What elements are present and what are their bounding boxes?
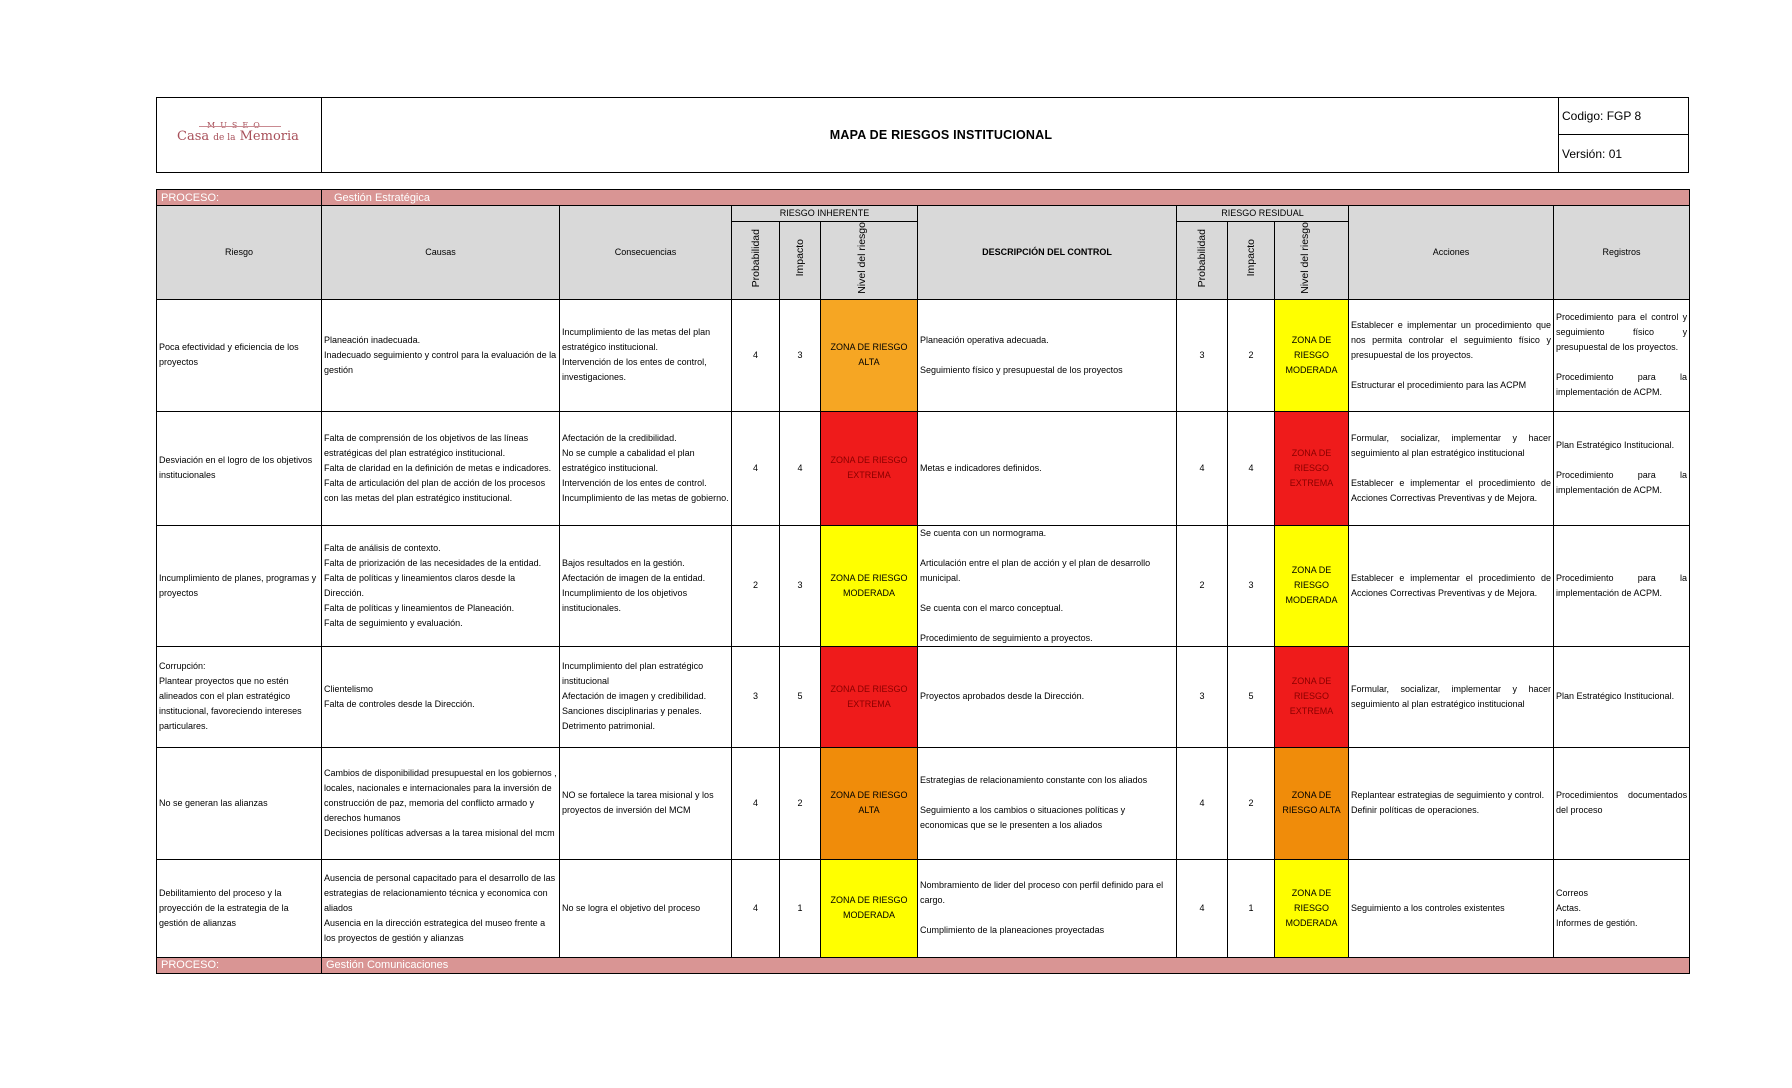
control-cell-line: Seguimiento a los cambios o situaciones políticas y economicas que se le presenten a los aliados: [920, 805, 1126, 831]
causas-cell: [322, 747, 560, 859]
consecuencias-cell-line: No se logra el objetivo del proceso: [562, 902, 701, 913]
probabilidad-residual-cell: 4: [1177, 859, 1228, 957]
consecuencias-cell: [560, 747, 732, 859]
riesgo-cell-line: Plantear proyectos que no estén alineados con el plan estratégico institucional, favoreciendo intereses particulares.: [159, 676, 302, 732]
document-version: Versión: 01: [1562, 146, 1623, 161]
col-nivel-residual: Nivel del riesgo: [1275, 222, 1349, 300]
impacto-inherente-cell: 2: [780, 747, 821, 859]
causas-cell-line: Ausencia en la dirección estrategica del museo frente a los proyectos de gestión y alianzas: [324, 917, 546, 943]
nivel-inherente-cell: ZONA DE RIESGO ALTA: [821, 747, 918, 859]
impacto-inherente-cell: 4: [780, 411, 821, 525]
process-name: Gestión Estratégica: [322, 190, 1690, 206]
probabilidad-residual-cell: 2: [1177, 525, 1228, 646]
consecuencias-cell-line: Bajos resultados en la gestión.: [562, 557, 685, 568]
registros-cell-line: Procedimiento para la implementación de ACPM.: [1556, 470, 1688, 496]
logo-word-dela: de la: [213, 133, 236, 143]
nivel-residual-cell: ZONA DE RIESGO MODERADA: [1275, 525, 1349, 646]
acciones-cell-line: Definir políticas de operaciones.: [1351, 805, 1480, 816]
probabilidad-inherente-cell: 3: [732, 646, 780, 747]
process-name-2: Gestión Comunicaciones: [322, 957, 1690, 973]
impacto-inherente-cell: 5: [780, 646, 821, 747]
acciones-cell: [1349, 525, 1554, 646]
museum-logo: [157, 98, 322, 172]
nivel-residual-cell: ZONA DE RIESGO MODERADA: [1275, 859, 1349, 957]
causas-cell-line: Clientelismo: [324, 683, 374, 694]
control-cell: [918, 646, 1177, 747]
probabilidad-inherente-cell: 2: [732, 525, 780, 646]
logo-rule: [199, 126, 281, 127]
causas-cell-line: Falta de seguimiento y evaluación.: [324, 617, 463, 628]
causas-cell: [322, 411, 560, 525]
consecuencias-cell: [560, 646, 732, 747]
control-cell: [918, 299, 1177, 411]
control-cell: [918, 411, 1177, 525]
registros-cell-line: Correos: [1556, 887, 1589, 898]
acciones-cell: [1349, 411, 1554, 525]
causas-cell-line: Falta de claridad en la definición de metas e indicadores.: [324, 462, 552, 473]
acciones-cell-line: Seguimiento a los controles existentes: [1351, 902, 1505, 913]
nivel-residual-cell: ZONA DE RIESGO EXTREMA: [1275, 411, 1349, 525]
registros-cell: [1554, 747, 1690, 859]
table-row: [157, 525, 1690, 646]
probabilidad-residual-cell: 4: [1177, 747, 1228, 859]
probabilidad-inherente-cell: 4: [732, 299, 780, 411]
causas-cell-line: Falta de priorización de las necesidades de la entidad.: [324, 557, 542, 568]
logo-casa-text: [177, 129, 299, 144]
causas-cell-line: Falta de políticas y lineamientos claros desde la Dirección.: [324, 572, 516, 598]
registros-cell: [1554, 859, 1690, 957]
col-riesgo: Riesgo: [157, 206, 322, 300]
registros-cell: [1554, 411, 1690, 525]
acciones-cell-line: Establecer e implementar el procedimiento de Acciones Correctivas Preventivas y de Mejora.: [1351, 477, 1551, 503]
probabilidad-residual-cell: 3: [1177, 299, 1228, 411]
nivel-inherente-cell: ZONA DE RIESGO EXTREMA: [821, 411, 918, 525]
control-cell-line: Seguimiento físico y presupuestal de los proyectos: [920, 364, 1123, 375]
control-cell-line: Nombramiento de lider del proceso con perfil definido para el cargo.: [920, 880, 1164, 906]
probabilidad-inherente-cell: 4: [732, 747, 780, 859]
riesgo-cell: Incumplimiento de planes, programas y proyectos: [157, 525, 322, 646]
table-row: [157, 747, 1690, 859]
acciones-cell-line: Estructurar el procedimiento para las ACPM: [1351, 379, 1527, 390]
acciones-cell: [1349, 646, 1554, 747]
registros-cell-line: Actas.: [1556, 902, 1582, 913]
control-cell-line: Estrategias de relacionamiento constante con los aliados: [920, 775, 1148, 786]
process-label: PROCESO:: [157, 190, 322, 206]
registros-cell-line: Procedimientos documentados del proceso: [1556, 790, 1688, 816]
causas-cell: [322, 859, 560, 957]
consecuencias-cell-line: Afectación de la credibilidad.: [562, 432, 677, 443]
causas-cell-line: Ausencia de personal capacitado para el desarrollo de las estrategias de relacionamiento técnica y economica con aliados: [324, 872, 556, 913]
col-probabilidad-residual: Probabilidad: [1177, 222, 1228, 300]
acciones-cell: [1349, 747, 1554, 859]
impacto-residual-cell: 4: [1228, 411, 1275, 525]
acciones-cell-line: Establecer e implementar el procedimiento de Acciones Correctivas Preventivas y de Mejora.: [1351, 572, 1551, 598]
control-cell-line: Cumplimiento de la planeaciones proyectadas: [920, 925, 1105, 936]
registros-cell: [1554, 299, 1690, 411]
riesgo-cell: No se generan las alianzas: [157, 747, 322, 859]
col-acciones: Acciones: [1349, 206, 1554, 300]
col-riesgo-residual: RIESGO RESIDUAL: [1177, 206, 1349, 222]
impacto-residual-cell: 2: [1228, 747, 1275, 859]
causas-cell-line: Decisiones políticas adversas a la tarea misional del mcm: [324, 827, 555, 838]
consecuencias-cell: [560, 411, 732, 525]
table-row: [157, 299, 1690, 411]
control-cell: [918, 859, 1177, 957]
consecuencias-cell: [560, 299, 732, 411]
nivel-inherente-cell: ZONA DE RIESGO MODERADA: [821, 525, 918, 646]
causas-cell: [322, 299, 560, 411]
col-impacto-inherente: Impacto: [780, 222, 821, 300]
control-cell-line: Se cuenta con el marco conceptual.: [920, 602, 1064, 613]
col-registros: Registros: [1554, 206, 1690, 300]
consecuencias-cell-line: Afectación de imagen y credibilidad.: [562, 691, 707, 702]
acciones-cell-line: Formular, socializar, implementar y hacer seguimiento al plan estratégico institucional: [1351, 683, 1551, 709]
risk-rows: [157, 299, 1690, 957]
registros-cell-line: Procedimiento para la implementación de ACPM.: [1556, 372, 1688, 398]
control-cell-line: Planeación operativa adecuada.: [920, 334, 1049, 345]
nivel-residual-cell: ZONA DE RIESGO ALTA: [1275, 747, 1349, 859]
acciones-cell-line: Establecer e implementar un procedimiento que nos permita controlar el seguimiento físico y presupuestal de los proyectos.: [1351, 319, 1551, 360]
header-row-1: [157, 206, 1690, 222]
acciones-cell-line: Replantear estrategias de seguimiento y control.: [1351, 790, 1545, 801]
process-band: [157, 190, 1690, 206]
impacto-inherente-cell: 1: [780, 859, 821, 957]
nivel-inherente-cell: ZONA DE RIESGO MODERADA: [821, 859, 918, 957]
col-riesgo-inherente: RIESGO INHERENTE: [732, 206, 918, 222]
impacto-residual-cell: 3: [1228, 525, 1275, 646]
consecuencias-cell-line: Detrimento patrimonial.: [562, 721, 656, 732]
impacto-residual-cell: 2: [1228, 299, 1275, 411]
consecuencias-cell-line: Intervención de los entes de control, investigaciones.: [562, 357, 707, 383]
causas-cell: [322, 525, 560, 646]
consecuencias-cell-line: Sanciones disciplinarias y penales.: [562, 706, 702, 717]
causas-cell-line: Falta de comprensión de los objetivos de las líneas estratégicas del plan estratégico institucional.: [324, 432, 529, 458]
control-cell-line: Proyectos aprobados desde la Dirección.: [920, 691, 1085, 702]
control-cell: [918, 525, 1177, 646]
nivel-inherente-cell: ZONA DE RIESGO ALTA: [821, 299, 918, 411]
table-row: [157, 859, 1690, 957]
document-title: MAPA DE RIESGOS INSTITUCIONAL: [829, 128, 1053, 142]
acciones-cell: [1349, 299, 1554, 411]
registros-cell-line: Informes de gestión.: [1556, 917, 1638, 928]
causas-cell-line: Falta de controles desde la Dirección.: [324, 698, 475, 709]
causas-cell: [322, 646, 560, 747]
registros-cell: [1554, 525, 1690, 646]
riesgo-cell: Debilitamiento del proceso y la proyección de la estrategia de la gestión de alianzas: [157, 859, 322, 957]
probabilidad-inherente-cell: 4: [732, 859, 780, 957]
consecuencias-cell-line: No se cumple a cabalidad el plan estratégico institucional.: [562, 447, 695, 473]
consecuencias-cell-line: NO se fortalece la tarea misional y los proyectos de inversión del MCM: [562, 790, 714, 816]
riesgo-cell-line: Corrupción:: [159, 661, 206, 672]
impacto-inherente-cell: 3: [780, 299, 821, 411]
document-header: [156, 97, 1689, 173]
registros-cell-line: Plan Estratégico Institucional.: [1556, 440, 1675, 451]
riesgo-cell: Desviación en el logro de los objetivos institucionales: [157, 411, 322, 525]
col-probabilidad-inherente: Probabilidad: [732, 222, 780, 300]
causas-cell-line: Planeación inadecuada.: [324, 334, 421, 345]
registros-cell-line: Procedimiento para la implementación de ACPM.: [1556, 572, 1688, 598]
acciones-cell: [1349, 859, 1554, 957]
process-label-2: PROCESO:: [157, 957, 322, 973]
control-cell-line: Metas e indicadores definidos.: [920, 462, 1042, 473]
consecuencias-cell: [560, 525, 732, 646]
causas-cell-line: Cambios de disponibilidad presupuestal en los gobiernos , locales, nacionales e internacionales para la inversión de construcción de paz, memoria del conflicto armado y derechos humanos: [324, 767, 557, 823]
table-row: [157, 646, 1690, 747]
impacto-residual-cell: 1: [1228, 859, 1275, 957]
registros-cell: [1554, 646, 1690, 747]
nivel-inherente-cell: ZONA DE RIESGO EXTREMA: [821, 646, 918, 747]
col-descripcion-control: DESCRIPCIÓN DEL CONTROL: [918, 206, 1177, 300]
impacto-residual-cell: 5: [1228, 646, 1275, 747]
causas-cell-line: Inadecuado seguimiento y control para la evaluación de la gestión: [324, 349, 557, 375]
registros-cell-line: Plan Estratégico Institucional.: [1556, 691, 1675, 702]
causas-cell-line: Falta de análisis de contexto.: [324, 542, 441, 553]
consecuencias-cell-line: Incumplimiento de las metas de gobierno.: [562, 492, 729, 503]
control-cell: [918, 747, 1177, 859]
process-band-2: [157, 957, 1690, 973]
consecuencias-cell-line: Incumplimiento de las metas del plan estratégico institucional.: [562, 327, 711, 353]
riesgo-cell: [157, 646, 322, 747]
col-consecuencias: Consecuencias: [560, 206, 732, 300]
consecuencias-cell-line: Afectación de imagen de la entidad.: [562, 572, 706, 583]
probabilidad-inherente-cell: 4: [732, 411, 780, 525]
logo-word-memoria: Memoria: [239, 129, 299, 144]
logo-word-casa: Casa: [177, 129, 210, 144]
consecuencias-cell-line: Incumplimiento de los objetivos institucionales.: [562, 587, 688, 613]
consecuencias-cell: [560, 859, 732, 957]
acciones-cell-line: Formular, socializar, implementar y hacer seguimiento al plan estratégico institucional: [1351, 432, 1551, 458]
control-cell-line: Procedimiento de seguimiento a proyectos.: [920, 632, 1093, 643]
risk-map-table: [156, 189, 1690, 974]
probabilidad-residual-cell: 4: [1177, 411, 1228, 525]
control-cell-line: Se cuenta con un normograma.: [920, 527, 1047, 538]
col-nivel-inherente: Nivel del riesgo: [821, 222, 918, 300]
consecuencias-cell-line: Intervención de los entes de control.: [562, 477, 707, 488]
document-meta: [1558, 98, 1688, 172]
consecuencias-cell-line: Incumplimiento del plan estratégico institucional: [562, 661, 704, 687]
registros-cell-line: Procedimiento para el control y seguimiento físico y presupuestal de los proyectos.: [1556, 312, 1688, 353]
col-causas: Causas: [322, 206, 560, 300]
impacto-inherente-cell: 3: [780, 525, 821, 646]
col-impacto-residual: Impacto: [1228, 222, 1275, 300]
table-row: [157, 411, 1690, 525]
nivel-residual-cell: ZONA DE RIESGO EXTREMA: [1275, 646, 1349, 747]
causas-cell-line: Falta de articulación del plan de acción de los procesos con las metas del plan estratégico institucional.: [324, 477, 546, 503]
nivel-residual-cell: ZONA DE RIESGO MODERADA: [1275, 299, 1349, 411]
probabilidad-residual-cell: 3: [1177, 646, 1228, 747]
riesgo-cell: Poca efectividad y eficiencia de los proyectos: [157, 299, 322, 411]
causas-cell-line: Falta de políticas y lineamientos de Planeación.: [324, 602, 515, 613]
control-cell-line: Articulación entre el plan de acción y el plan de desarrollo municipal.: [920, 557, 1151, 583]
document-code: Codigo: FGP 8: [1559, 98, 1688, 135]
